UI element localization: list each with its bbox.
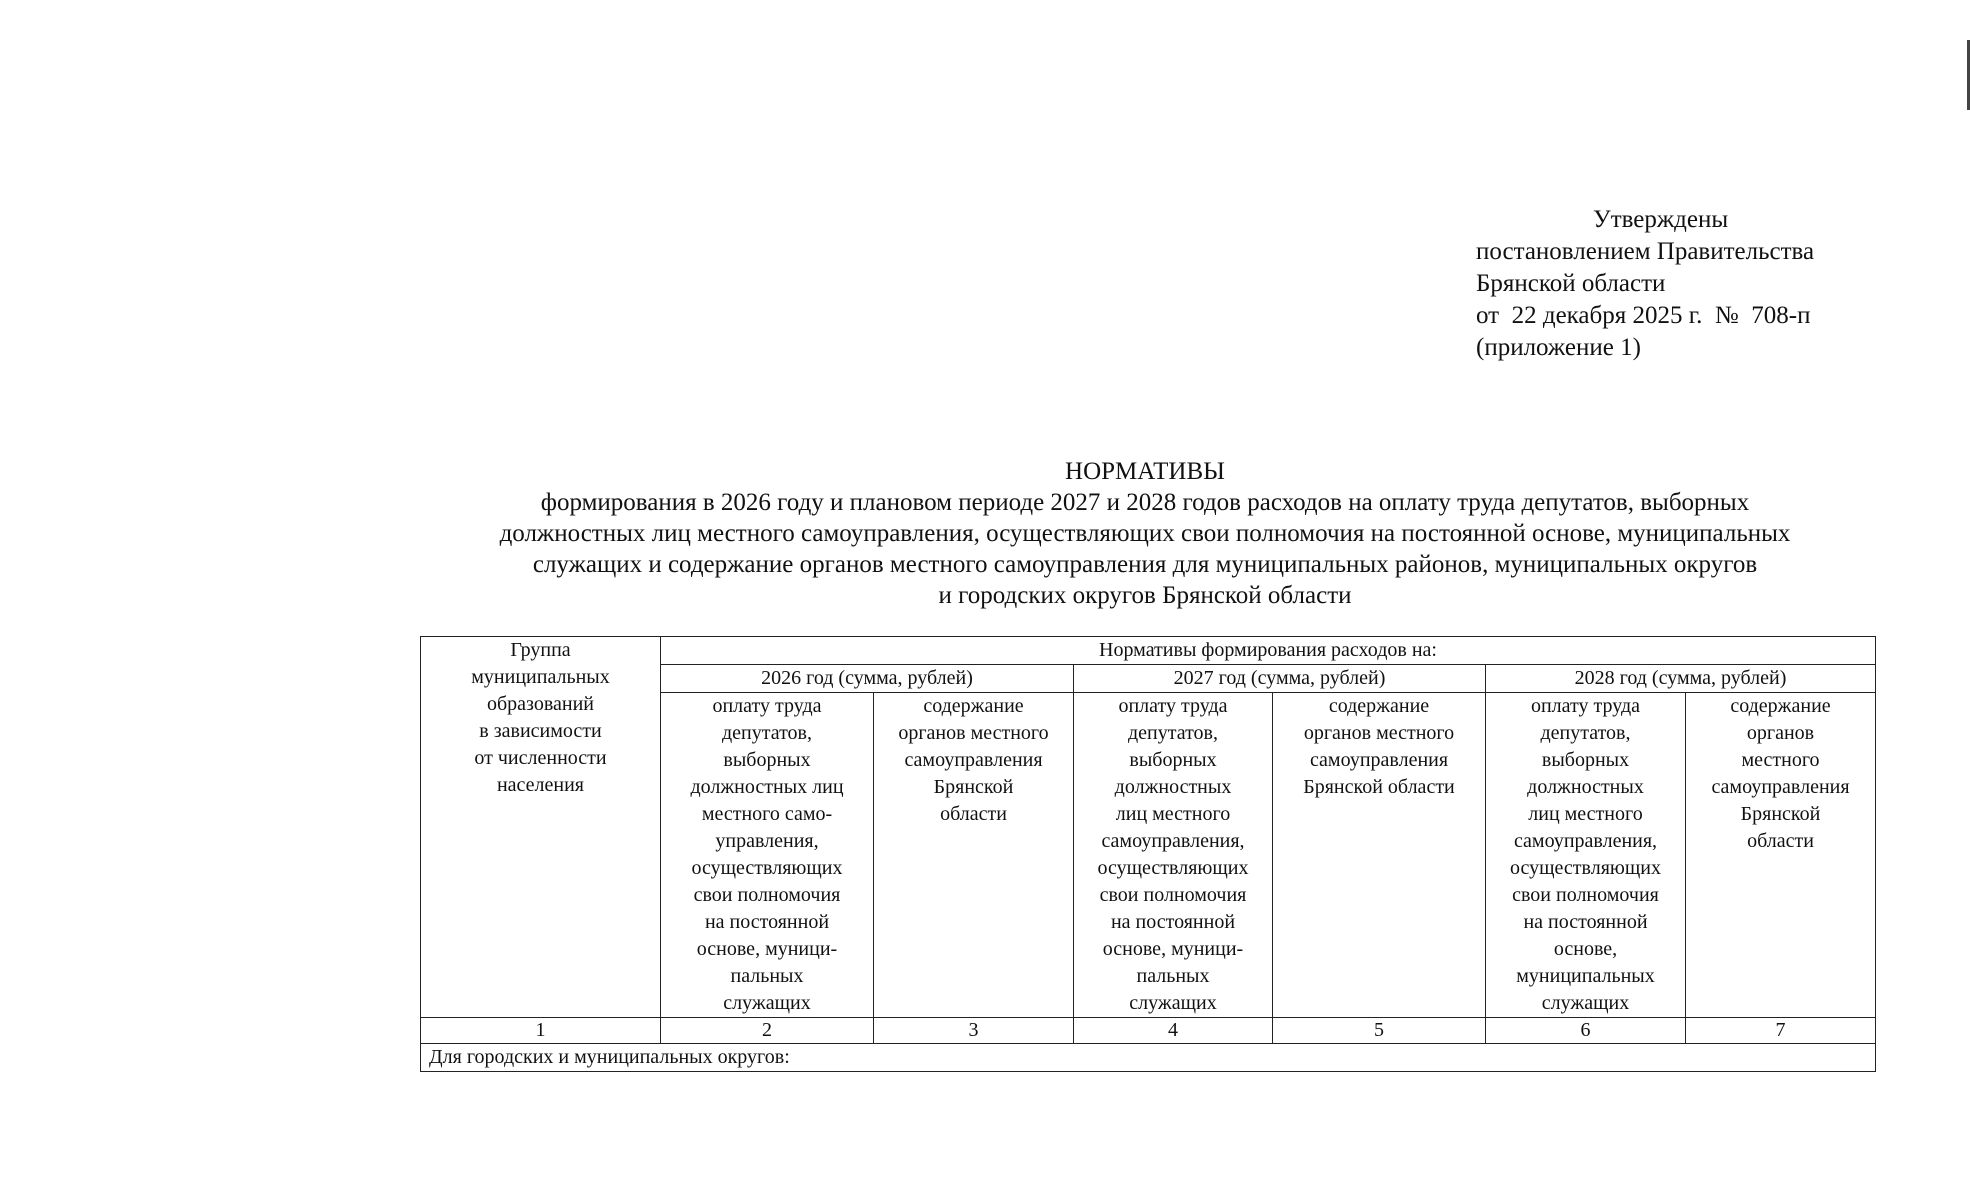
col7-header-cell <box>1686 693 1876 1018</box>
column-number: 2 <box>661 1018 874 1044</box>
cell-text-line: служащих <box>1129 992 1217 1014</box>
cell-text-line: содержание <box>1328 695 1430 717</box>
title-line: служащих и содержание органов местного самоуправления для муниципальных районов, муниципальных округов <box>532 551 1758 578</box>
cell-text-line: муниципальных <box>471 666 610 688</box>
column-number: 4 <box>1074 1018 1273 1044</box>
col2-header-cell <box>661 693 874 1018</box>
cell-text-line: содержание <box>923 695 1024 717</box>
approval-line: от 22 декабря 2025 г. № 708-п <box>1476 302 1811 329</box>
cell-text-line: от численности <box>474 747 607 769</box>
cell-text-line: содержание <box>1730 695 1831 717</box>
cell-text-line: самоуправления, <box>1513 830 1658 852</box>
cell-text-line: свои полномочия <box>1099 884 1247 906</box>
cell-text-line: управления, <box>715 830 819 852</box>
approval-line: Брянской области <box>1476 270 1666 297</box>
column-number: 7 <box>1686 1018 1876 1044</box>
year-header-2026: 2026 год (сумма, рублей) <box>661 665 1074 693</box>
cell-text-line: на постоянной <box>1110 911 1236 933</box>
cell-text-line: выборных <box>1541 749 1630 771</box>
column-number: 5 <box>1273 1018 1486 1044</box>
cell-text-line: депутатов, <box>721 722 813 744</box>
cell-text-line: Брянской <box>933 776 1014 798</box>
approval-block <box>1476 204 1876 364</box>
cell-text-line: лиц местного <box>1528 803 1643 825</box>
cell-text-line: осуществляющих <box>1510 857 1661 879</box>
approval-line: постановлением Правительства <box>1476 238 1815 265</box>
title-line: формирования в 2026 году и плановом периоде 2027 и 2028 годов расходов на оплату труда депутатов, выборных <box>540 489 1750 516</box>
cell-text-line: самоуправления, <box>1101 830 1245 852</box>
cell-text-line: самоуправления <box>1711 776 1850 798</box>
cell-text-line: органов местного <box>1303 722 1455 744</box>
cell-text-line: основе, муници- <box>696 938 838 960</box>
cell-text-line: пальных <box>730 965 804 987</box>
cell-text-line: свои полномочия <box>693 884 841 906</box>
column-number: 1 <box>421 1018 661 1044</box>
norms-header-cell: Нормативы формирования расходов на: <box>661 637 1876 665</box>
cell-text-line: оплату труда <box>1530 695 1641 717</box>
table-header-row <box>421 637 1876 665</box>
cell-text-line: образований <box>486 693 594 715</box>
group-header-cell <box>421 637 661 1018</box>
cell-text-line: населения <box>496 774 585 796</box>
cell-text-line: области <box>940 803 1007 825</box>
year-header-2028: 2028 год (сумма, рублей) <box>1486 665 1876 693</box>
cell-text-line: депутатов, <box>1540 722 1631 744</box>
cell-text-line: самоуправления <box>904 749 1043 771</box>
cell-text-line: органов <box>1746 722 1815 744</box>
cell-text-line: лиц местного <box>1115 803 1231 825</box>
approval-line: Утверждены <box>1593 206 1729 233</box>
column-number: 6 <box>1486 1018 1686 1044</box>
cell-text-line: муниципальных <box>1516 965 1655 987</box>
col5-header-cell <box>1273 693 1486 1018</box>
col3-header-cell <box>874 693 1074 1018</box>
cell-text-line: Брянской <box>1740 803 1821 825</box>
cell-text-line: местного <box>1741 749 1820 771</box>
title-line: должностных лиц местного самоуправления, осуществляющих свои полномочия на постоянной основе, муниципальных <box>499 520 1791 547</box>
section-row <box>421 1044 1876 1072</box>
title-heading: НОРМАТИВЫ <box>1065 458 1225 485</box>
cell-text-line: на постоянной <box>704 911 830 933</box>
cell-text-line: осуществляющих <box>1097 857 1249 879</box>
cell-text-line: местного само- <box>701 803 833 825</box>
cell-text-line: выборных <box>1129 749 1217 771</box>
cell-text-line: Группа <box>510 639 571 661</box>
cell-text-line: на постоянной <box>1523 911 1648 933</box>
cell-text-line: должностных <box>1114 776 1232 798</box>
cell-text-line: должностных <box>1527 776 1644 798</box>
title-line: и городских округов Брянской области <box>938 582 1352 609</box>
cell-text-line: самоуправления <box>1309 749 1449 771</box>
approval-line: (приложение 1) <box>1476 334 1641 361</box>
cell-text-line: свои полномочия <box>1512 884 1659 906</box>
document-title <box>420 456 1870 611</box>
cell-text-line: в зависимости <box>479 720 602 742</box>
col4-header-cell <box>1074 693 1273 1018</box>
section-row-label: Для городских и муниципальных округов: <box>421 1044 1876 1072</box>
cell-text-line: пальных <box>1136 965 1210 987</box>
cell-text-line: депутатов, <box>1127 722 1219 744</box>
column-numbers-row <box>421 1018 1876 1044</box>
cell-text-line: служащих <box>723 992 811 1014</box>
cell-text-line: основе, муници- <box>1102 938 1244 960</box>
cell-text-line: органов местного <box>898 722 1049 744</box>
cell-text-line: должностных лиц <box>690 776 844 798</box>
cell-text-line: выборных <box>723 749 811 771</box>
cell-text-line: области <box>1747 830 1814 852</box>
cell-text-line: осуществляющих <box>691 857 843 879</box>
cell-text-line: оплату труда <box>712 695 822 717</box>
cell-text-line: служащих <box>1541 992 1630 1014</box>
col6-header-cell <box>1486 693 1686 1018</box>
year-header-2027: 2027 год (сумма, рублей) <box>1074 665 1486 693</box>
norms-table <box>420 636 1876 1072</box>
cell-text-line: Брянской области <box>1303 776 1455 798</box>
cell-text-line: оплату труда <box>1118 695 1228 717</box>
column-number: 3 <box>874 1018 1074 1044</box>
cell-text-line: основе, <box>1553 938 1618 960</box>
